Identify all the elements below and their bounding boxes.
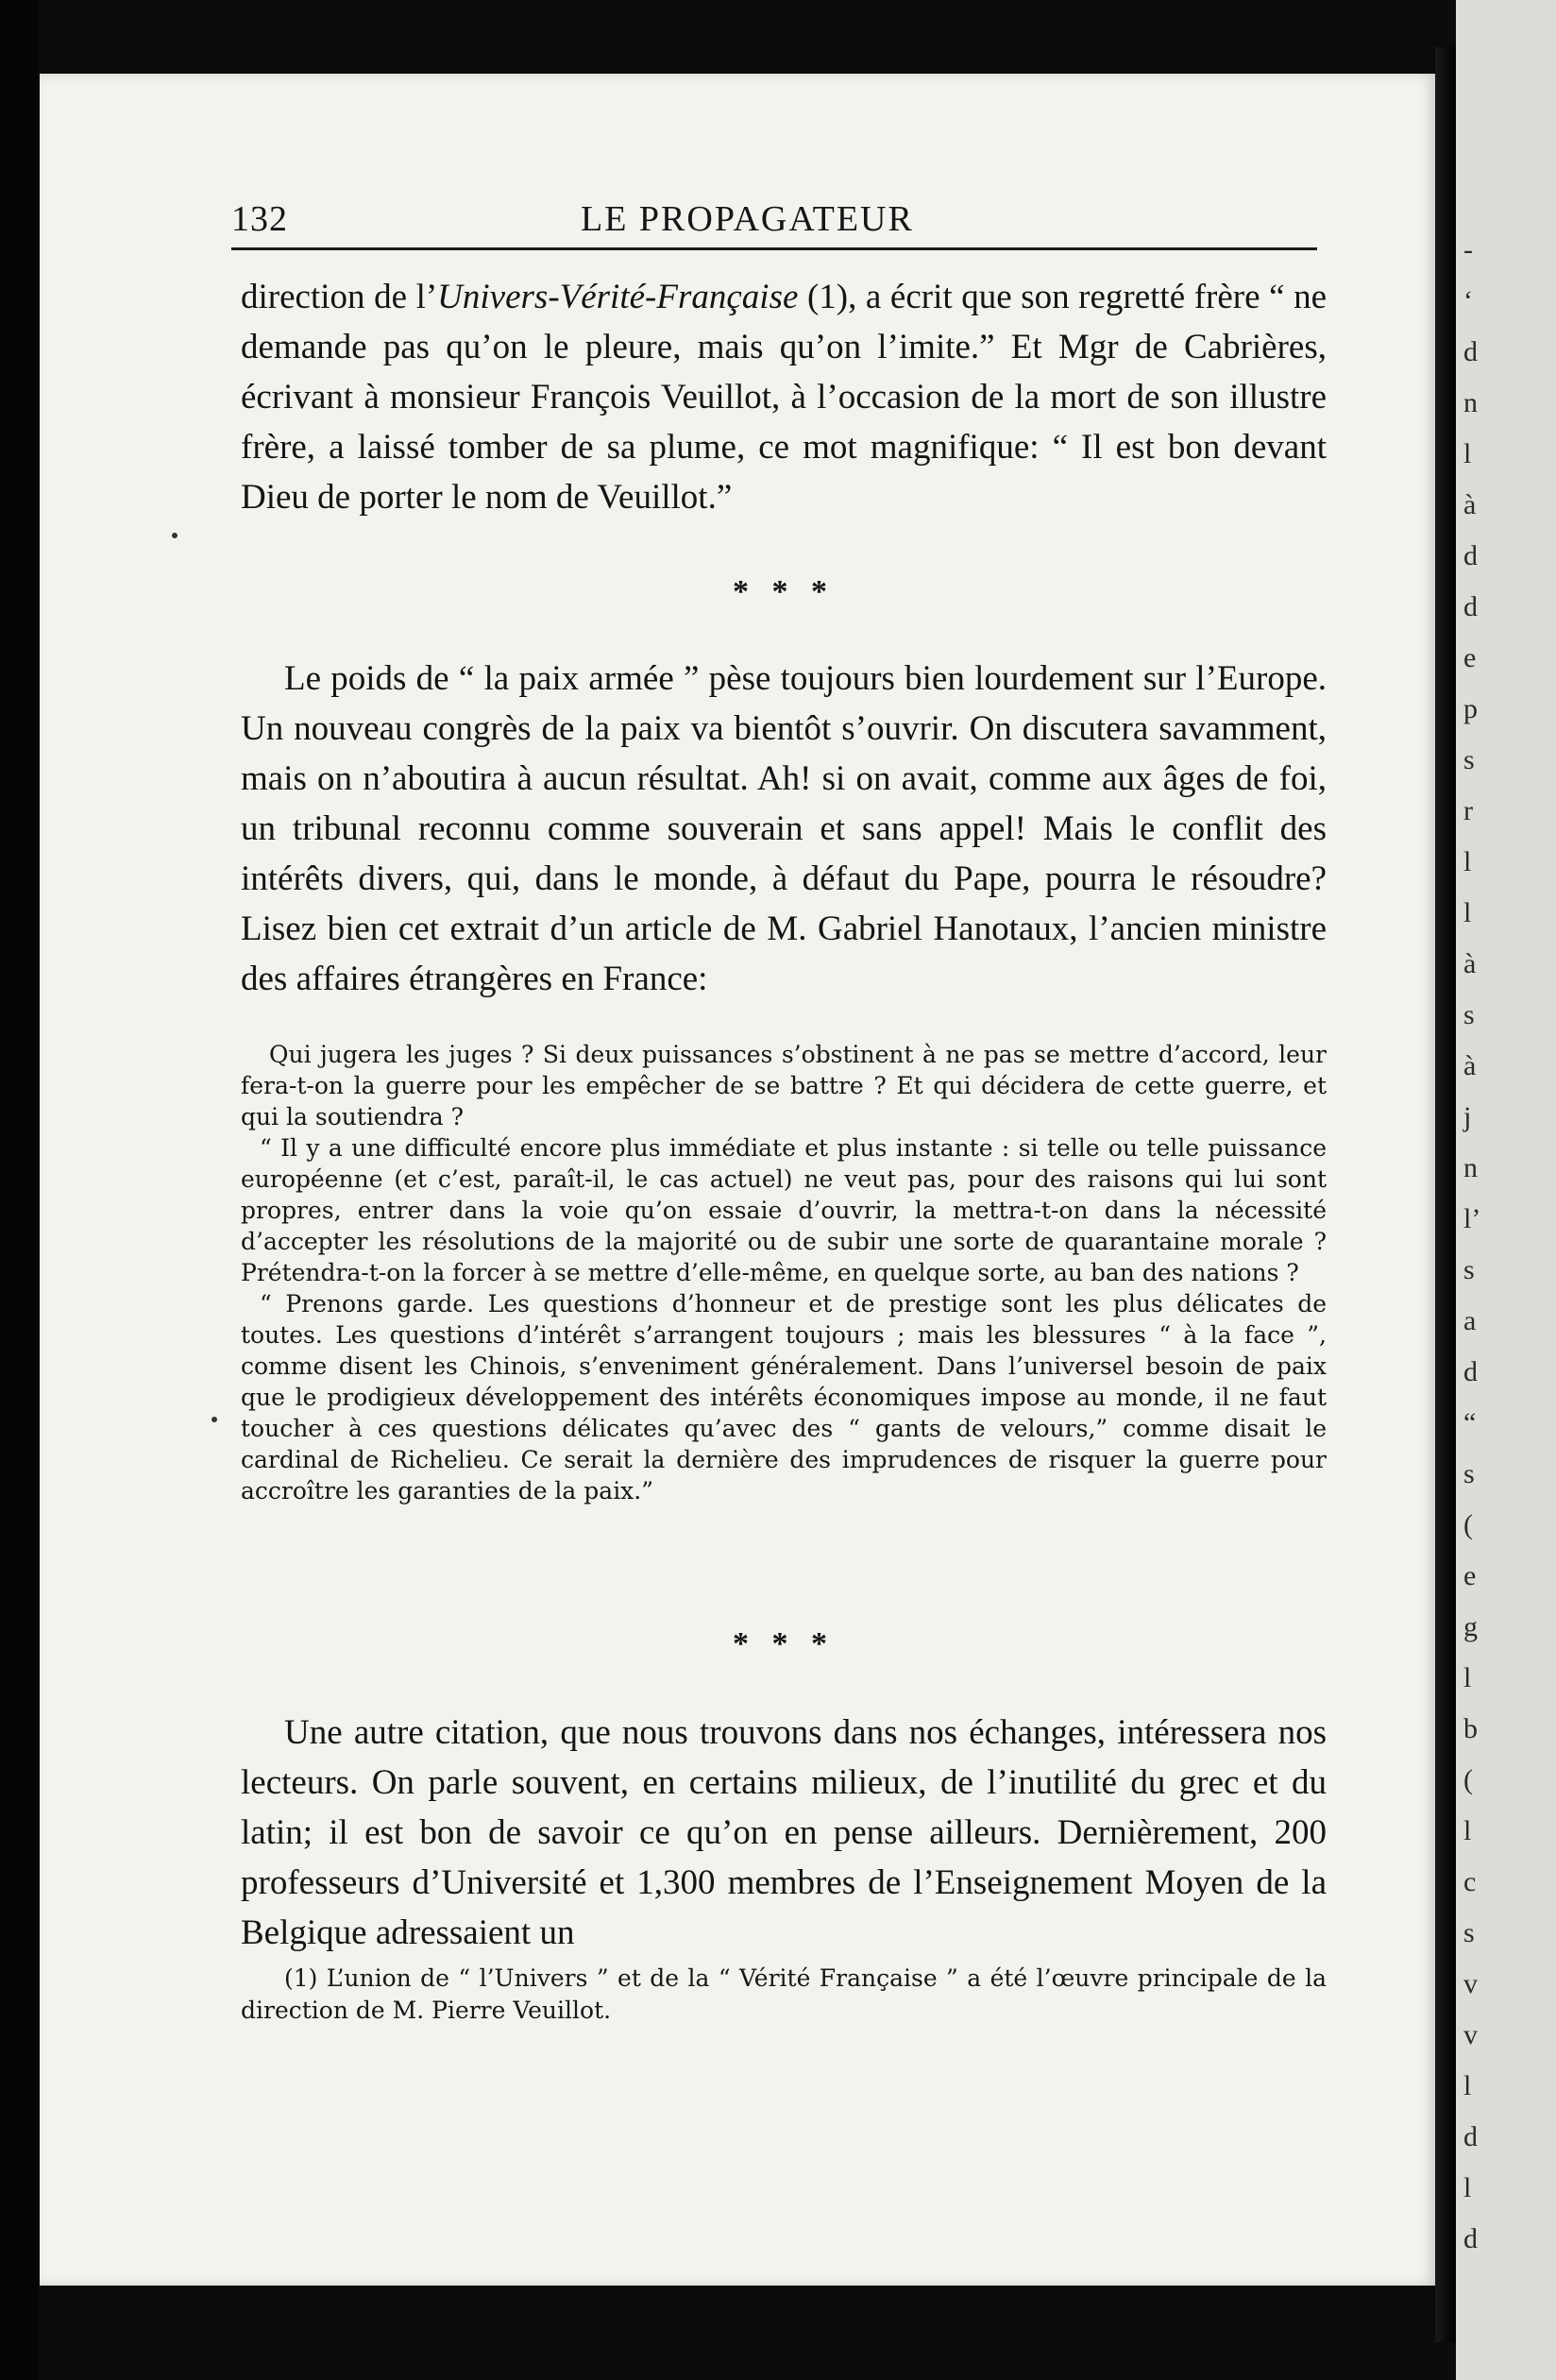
separator-1 — [241, 574, 1327, 610]
scan-border-left — [0, 0, 38, 2380]
footnote-text: (1) L’union de “ l’Univers ” et de la “ Vérité Française ” a été l’œuvre principale de la direction de M. Pierre Veuillot. — [241, 1964, 1327, 2024]
hanotaux-quote — [241, 1039, 1327, 1506]
next-page-letter: p — [1463, 693, 1478, 724]
page-number: 132 — [231, 199, 288, 239]
next-page-letter: c — [1463, 1866, 1477, 1897]
next-page-letter: à — [1463, 1050, 1477, 1081]
next-page-letter: d — [1463, 2223, 1478, 2254]
page-header — [194, 198, 1323, 255]
quote-paragraph-3: “ Prenons garde. Les questions d’honneur et de prestige sont les plus délicates de toutes. Les questions d’intérêt s’arrangent toujours ; mais les blessures “ à la face ”, comme disent les Chinois, s’enveniment généralement. Dans l’universel besoin de paix que le prodigieux développement des intérêts économiques impose au monde, il ne faut toucher à ces questions délicates qu’avec des “ gants de velours,” comme disait le cardinal de Richelieu. Ce serait la dernière des imprudences de risquer la guerre pour accroître les garanties de la paix.” — [241, 1290, 1327, 1504]
next-page-letter: e — [1463, 642, 1477, 673]
next-page-letter: ( — [1463, 1509, 1473, 1540]
next-page-letter: s — [1463, 744, 1475, 775]
next-page-edge — [1456, 0, 1556, 2380]
next-page-letter: d — [1463, 540, 1478, 571]
next-page-letter: s — [1463, 1254, 1475, 1285]
next-page-letter: d — [1463, 2121, 1478, 2152]
next-page-letter: “ — [1463, 1407, 1477, 1438]
next-page-letter: l — [1463, 1815, 1472, 1846]
paragraph-1-lead: direction de l’ — [241, 278, 438, 316]
book-gutter-shadow — [1435, 47, 1456, 2342]
paragraph-veuillot — [241, 272, 1327, 522]
next-page-letter: l — [1463, 2172, 1472, 2203]
next-page-letter: d — [1463, 336, 1478, 367]
asterism-separator: * * * — [733, 574, 835, 609]
next-page-letter: l’ — [1463, 1203, 1481, 1234]
next-page-letter: - — [1463, 234, 1473, 265]
next-page-letter: b — [1463, 1713, 1478, 1744]
next-page-letter: e — [1463, 1560, 1477, 1591]
next-page-letter: ‘ — [1463, 285, 1473, 316]
paragraph-grec-latin — [241, 1708, 1327, 1958]
next-page-letter: l — [1463, 846, 1472, 877]
footnote — [241, 1963, 1327, 2027]
paragraph-1-journal-title: Univers-Vérité-Française — [437, 278, 799, 316]
next-page-letter: l — [1463, 897, 1472, 928]
header-rule — [231, 247, 1317, 250]
next-page-letter: ( — [1463, 1764, 1473, 1795]
paragraph-paix-armee — [241, 654, 1327, 1004]
separator-2 — [241, 1626, 1327, 1662]
quote-paragraph-1: Qui jugera les juges ? Si deux puissances s’obstinent à ne pas se mettre d’accord, leur fera-t-on la guerre pour les empêcher de se battre ? Et qui décidera de cette guerre, et qui la soutiendra ? — [241, 1041, 1327, 1130]
print-speck — [172, 533, 178, 538]
next-page-letter: d — [1463, 1356, 1478, 1387]
print-speck — [211, 1417, 217, 1422]
asterism-separator: * * * — [733, 1626, 835, 1661]
running-head-title: LE PROPAGATEUR — [581, 199, 914, 239]
next-page-letter: à — [1463, 489, 1477, 520]
paragraph-1-rest: (1), a écrit que son regretté frère “ ne demande pas qu’on le pleure, mais qu’on l’imite.” Et Mgr de Cabrières, écrivant à monsieur François Veuillot, à l’occasion de la mort de son illustre frère, a laissé tomber de sa plume, ce mot magnifique: “ Il est bon devant Dieu de porter le nom de Veuillot.” — [241, 278, 1328, 517]
next-page-letter: l — [1463, 1662, 1472, 1693]
next-page-letter: v — [1463, 1968, 1478, 1999]
next-page-letter: r — [1463, 795, 1473, 826]
next-page-letter: g — [1463, 1611, 1478, 1642]
quote-paragraph-2: “ Il y a une difficulté encore plus immédiate et plus instante : si telle ou telle puissance européenne (et c’est, paraît-il, le cas actuel) ne veut pas, pour des raisons qui lui sont propres, entrer dans la voie qu’on essaie d’ouvrir, la mettra-t-on dans la nécessité d’accepter les résolutions de la majorité ou de subir une sorte de quarantaine morale ? Prétendra-t-on la forcer à se mettre d’elle-même, en quelque sorte, au ban des nations ? — [241, 1134, 1327, 1286]
paragraph-2-text: Le poids de “ la paix armée ” pèse toujours bien lourdement sur l’Europe. Un nouveau congrès de la paix va bientôt s’ouvrir. On discutera savamment, mais on n’aboutira à aucun résultat. Ah! si on avait, comme aux âges de foi, un tribunal reconnu comme souverain et sans appel! Mais le conflit des intérêts divers, qui, dans le monde, à défaut du Pape, pourra le résoudre? Lisez bien cet extrait d’un article de M. Gabriel Hanotaux, l’ancien ministre des affaires étrangères en France: — [241, 659, 1327, 998]
next-page-letter: s — [1463, 999, 1475, 1030]
next-page-letter: a — [1463, 1305, 1477, 1336]
next-page-letter: s — [1463, 1917, 1475, 1948]
next-page-letter: n — [1463, 1152, 1478, 1183]
next-page-letter: l — [1463, 438, 1472, 469]
next-page-letter: d — [1463, 591, 1478, 622]
next-page-letter: v — [1463, 2019, 1478, 2050]
next-page-letter: à — [1463, 948, 1477, 979]
paragraph-3-text: Une autre citation, que nous trouvons dans nos échanges, intéressera nos lecteurs. On parle souvent, en certains milieux, de l’inutilité du grec et du latin; il est bon de savoir ce qu’on en pense ailleurs. Dernièrement, 200 professeurs d’Université et 1,300 membres de l’Enseignement Moyen de la Belgique adressaient un — [241, 1713, 1327, 1952]
next-page-letter: j — [1463, 1101, 1472, 1132]
next-page-letter: n — [1463, 387, 1478, 418]
paragraph-1-text — [241, 272, 1327, 522]
next-page-letter: l — [1463, 2070, 1472, 2101]
next-page-letter: s — [1463, 1458, 1475, 1489]
